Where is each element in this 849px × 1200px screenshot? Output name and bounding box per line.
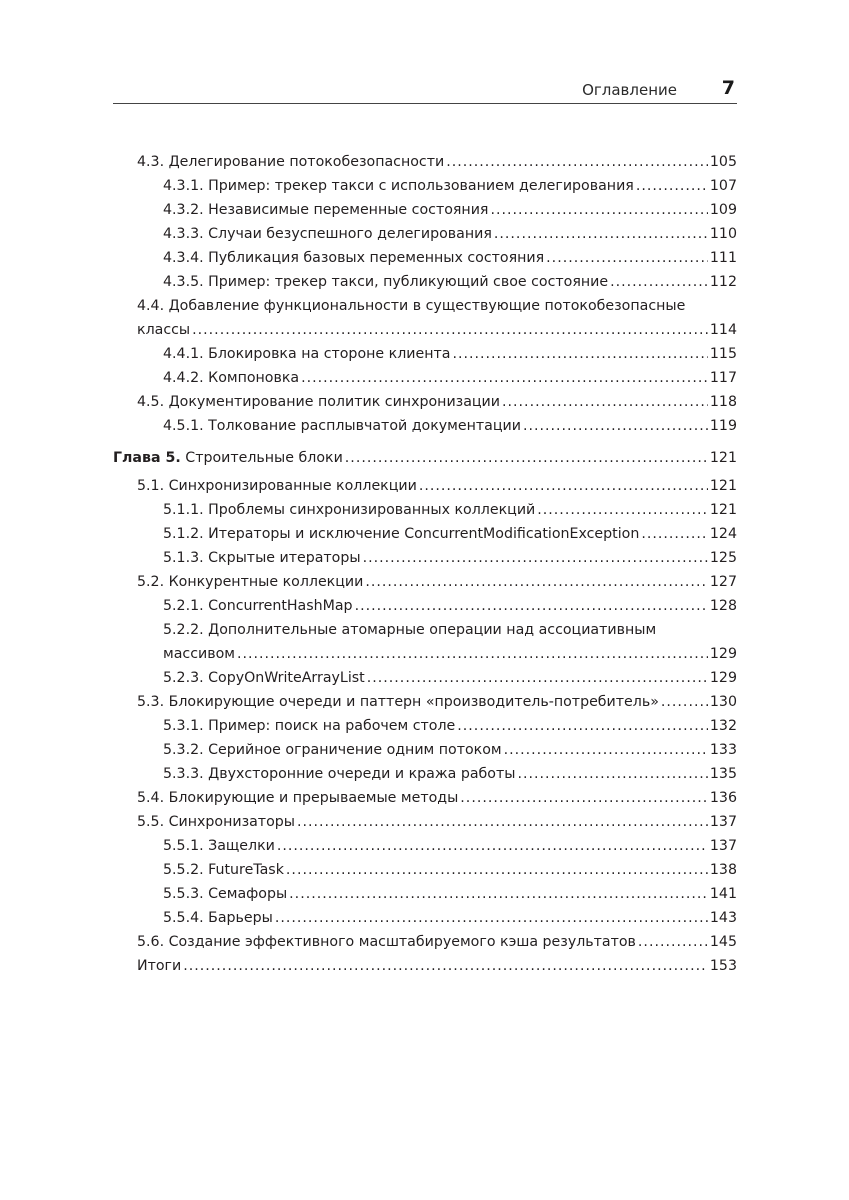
dot-leader [661,690,708,714]
toc-page-number: 145 [709,934,737,950]
toc-page-number: 153 [709,958,737,974]
toc-entry-title: 5.5.1. Защелки [163,838,275,854]
dot-leader [286,858,708,882]
toc-entry-title: 5.3.1. Пример: поиск на рабочем столе [163,718,456,734]
page-number: 7 [721,77,735,99]
toc-entry[interactable] [113,366,737,390]
toc-entry[interactable] [113,294,737,342]
toc-page-number: 121 [709,502,737,518]
toc-page-number: 138 [709,862,737,878]
toc-entry[interactable] [113,666,737,690]
toc-entry-title: 5.5.2. FutureTask [163,862,284,878]
dot-leader [460,786,708,810]
toc-entry-title-first-line: 5.2.2. Дополнительные атомарные операции над ассоциативным [163,622,657,638]
dot-leader [355,594,708,618]
toc-page-number: 107 [709,178,737,194]
dot-leader [345,446,708,470]
toc-entry-title: 4.3.4. Публикация базовых переменных состояния [163,250,545,266]
toc-entry-title-first-line: 4.4. Добавление функциональности в существующие потокобезопасные [137,298,686,314]
toc-page-number: 114 [709,322,737,338]
toc-entry[interactable] [113,810,737,834]
toc-entry-title: 4.3.3. Случаи безуспешного делегирования [163,226,492,242]
toc-entry[interactable] [113,222,737,246]
dot-leader [636,174,708,198]
dot-leader [523,414,708,438]
toc-entry-title: 4.4.1. Блокировка на стороне клиента [163,346,451,362]
dot-leader [610,270,708,294]
toc-page-number: 125 [709,550,737,566]
toc-entry-title: 5.3.3. Двухсторонние очереди и кража работы [163,766,516,782]
toc-entry[interactable] [113,342,737,366]
toc-entry[interactable] [113,882,737,906]
toc-entry-title: 5.1.3. Скрытые итераторы [163,550,361,566]
toc-entry[interactable] [113,498,737,522]
toc-entry-title: 4.3.5. Пример: трекер такси, публикующий свое состояние [163,274,609,290]
toc-entry-title: 5.4. Блокирующие и прерываемые методы [137,790,459,806]
toc-page-number: 135 [709,766,737,782]
dot-leader [365,570,708,594]
toc-entry[interactable] [113,594,737,618]
toc-entry[interactable] [113,174,737,198]
toc-entry-title: 4.5. Документирование политик синхронизации [137,394,501,410]
toc-entry-title: 5.6. Создание эффективного масштабируемого кэша результатов [137,934,636,950]
toc-entry-title: 5.5. Синхронизаторы [137,814,295,830]
toc-entry-title: 4.3.1. Пример: трекер такси с использованием делегирования [163,178,634,194]
toc-entry-heading [113,446,343,470]
toc-page-number: 110 [709,226,737,242]
toc-page-number: 124 [709,526,737,542]
toc-entry[interactable] [113,414,737,438]
toc-entry[interactable] [113,570,737,594]
dot-leader [446,150,708,174]
toc-entry-title: 5.1. Синхронизированные коллекции [137,478,417,494]
toc-entry[interactable] [113,150,737,174]
toc-entry-title: 5.3. Блокирующие очереди и паттерн «производитель-потребитель» [137,694,659,710]
dot-leader [301,366,708,390]
dot-leader [419,474,708,498]
toc-page-number: 117 [709,370,737,386]
dot-leader [183,954,708,978]
toc-entry[interactable] [113,246,737,270]
toc-page-number: 112 [709,274,737,290]
toc-page-number: 130 [709,694,737,710]
chapter-label: Глава 5. [113,450,181,466]
dot-leader [641,522,708,546]
toc-entry-title: 5.2. Конкурентные коллекции [137,574,364,590]
toc-page-number: 118 [709,394,737,410]
dot-leader [452,342,707,366]
toc-entry[interactable] [113,834,737,858]
running-title: Оглавление [582,81,677,99]
toc-page-number: 132 [709,718,737,734]
toc-entry[interactable] [113,858,737,882]
dot-leader [537,498,708,522]
toc-entry-title: 5.5.3. Семафоры [163,886,288,902]
dot-leader [490,198,707,222]
toc-entry-title: 4.5.1. Толкование расплывчатой документации [163,418,521,434]
toc-entry[interactable] [113,930,737,954]
dot-leader [457,714,708,738]
dot-leader [504,738,708,762]
toc-entry-title: 5.1.1. Проблемы синхронизированных коллекций [163,502,536,518]
toc-entry-title: 5.2.1. ConcurrentHashMap [163,598,353,614]
dot-leader [192,318,708,342]
dot-leader [297,810,708,834]
toc-entry[interactable] [113,270,737,294]
table-of-contents [113,150,737,978]
toc-entry[interactable] [113,714,737,738]
toc-entry[interactable] [113,738,737,762]
toc-entry[interactable] [113,474,737,498]
toc-page-number: 121 [709,450,737,466]
dot-leader [494,222,708,246]
toc-entry[interactable] [113,906,737,930]
toc-page-number: 129 [709,670,737,686]
toc-page-number: 137 [709,838,737,854]
toc-entry[interactable] [113,546,737,570]
running-header [113,78,737,102]
toc-page-number: 121 [709,478,737,494]
toc-entry[interactable] [113,786,737,810]
toc-page-number: 105 [709,154,737,170]
dot-leader [275,906,708,930]
toc-entry-title: массивом [163,646,235,662]
toc-page-number: 137 [709,814,737,830]
toc-entry[interactable] [113,690,737,714]
toc-page-number: 128 [709,598,737,614]
dot-leader [517,762,707,786]
toc-page-number: 111 [709,250,737,266]
toc-entry[interactable] [113,954,737,978]
toc-chapter-entry[interactable] [113,446,737,470]
toc-entry-title: классы [137,322,191,338]
dot-leader [367,666,708,690]
dot-leader [277,834,708,858]
toc-entry-title: Итоги [137,958,182,974]
toc-page-number: 129 [709,646,737,662]
toc-entry-title: 5.3.2. Серийное ограничение одним потоком [163,742,502,758]
toc-entry-title: Строительные блоки [185,450,343,466]
toc-page-number: 127 [709,574,737,590]
toc-entry-title: 4.4.2. Компоновка [163,370,300,386]
toc-page-number: 133 [709,742,737,758]
toc-entry-title: 5.1.2. Итераторы и исключение ConcurrentModificationException [163,526,640,542]
toc-entry[interactable] [113,618,737,666]
dot-leader [363,546,708,570]
dot-leader [237,642,708,666]
toc-entry[interactable] [113,762,737,786]
toc-page-number: 141 [709,886,737,902]
toc-page-number: 143 [709,910,737,926]
toc-entry-title: 4.3. Делегирование потокобезопасности [137,154,445,170]
dot-leader [638,930,708,954]
toc-entry[interactable] [113,198,737,222]
toc-page-number: 115 [709,346,737,362]
toc-entry-title: 4.3.2. Независимые переменные состояния [163,202,489,218]
header-divider [113,103,737,104]
toc-page-number: 109 [709,202,737,218]
dot-leader [546,246,708,270]
toc-entry[interactable] [113,390,737,414]
toc-page-number: 119 [709,418,737,434]
toc-entry[interactable] [113,522,737,546]
dot-leader [502,390,708,414]
toc-entry-title: 5.2.3. CopyOnWriteArrayList [163,670,365,686]
dot-leader [289,882,708,906]
toc-entry-title: 5.5.4. Барьеры [163,910,273,926]
toc-page-number: 136 [709,790,737,806]
